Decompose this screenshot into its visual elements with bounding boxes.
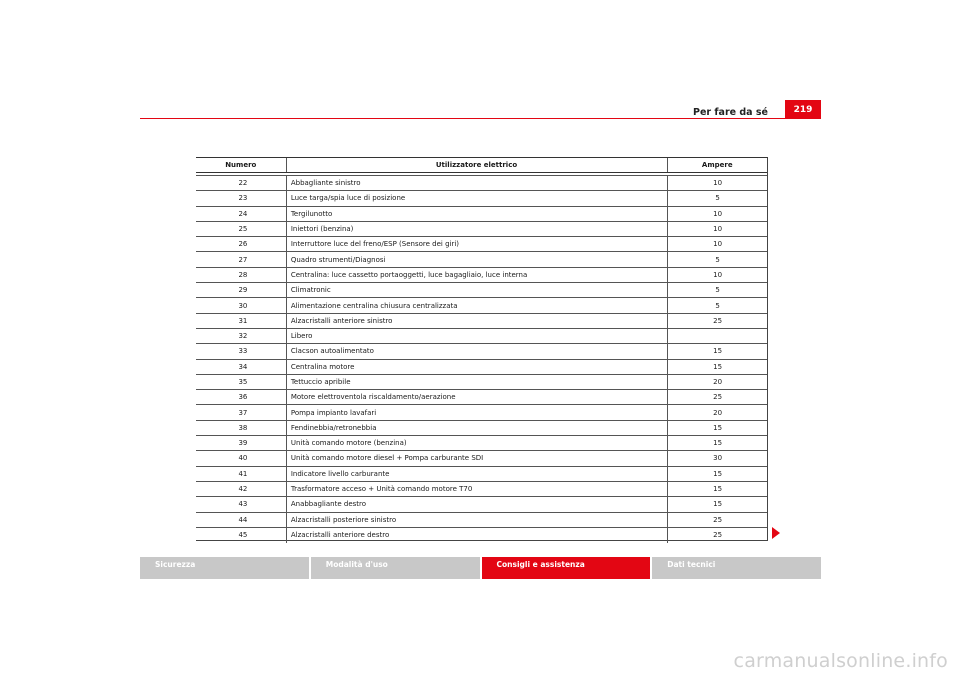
fuse-number: 36: [238, 393, 248, 402]
fuse-number: 33: [238, 347, 248, 356]
amperage: 25: [667, 390, 767, 404]
amperage: 15: [667, 467, 767, 481]
consumer-name: Iniettori (benzina): [286, 222, 667, 236]
table-row: [196, 298, 767, 313]
table-row: [196, 237, 767, 252]
table-row: [196, 528, 767, 543]
table-row: [196, 176, 767, 191]
fuse-number: 35: [238, 378, 248, 386]
table-row: [196, 467, 767, 482]
consumer-name: Anabbagliante destro: [286, 497, 667, 511]
consumer-name: Interruttore luce del freno/ESP (Sensore dei giri): [286, 237, 667, 251]
fuse-number: 29: [238, 286, 248, 295]
table-row: [196, 482, 767, 497]
table-row: [196, 207, 767, 222]
amperage: 25: [667, 513, 767, 527]
fuse-number: 40: [238, 454, 248, 463]
amperage: 10: [667, 268, 767, 282]
table-row: [196, 344, 767, 359]
fuse-table: [196, 157, 768, 541]
consumer-name: Abbagliante sinistro: [286, 176, 667, 190]
table-row: [196, 513, 767, 528]
fuse-number: 23: [238, 194, 248, 203]
consumer-name: Fendinebbia/retronebbia: [286, 421, 667, 435]
amperage: 5: [667, 252, 767, 266]
consumer-name: Tergilunotto: [286, 207, 667, 221]
fuse-number: 43: [238, 500, 248, 509]
table-row: [196, 405, 767, 420]
amperage: 15: [667, 482, 767, 496]
table-row: [196, 451, 767, 466]
page-number-badge: 219: [785, 100, 821, 119]
consumer-name: Clacson autoalimentato: [286, 344, 667, 358]
footer-tab-2[interactable]: Consigli e assistenza: [482, 557, 651, 579]
header-divider: [140, 118, 821, 119]
next-page-arrow-icon[interactable]: [772, 527, 780, 539]
page-header-title: Per fare da sé: [693, 107, 768, 118]
fuse-number: 37: [238, 408, 248, 417]
amperage: 5: [667, 298, 767, 312]
table-row: [196, 436, 767, 451]
consumer-name: Centralina: luce cassetto portaoggetti, luce bagagliaio, luce interna: [286, 268, 667, 282]
fuse-number: 41: [238, 469, 248, 478]
column-header-numero: Numero: [225, 161, 257, 169]
consumer-name: Tettuccio apribile: [286, 375, 667, 389]
consumer-name: Quadro strumenti/Diagnosi: [286, 252, 667, 266]
amperage: 10: [667, 207, 767, 221]
consumer-name: Alzacristalli anteriore sinistro: [286, 314, 667, 328]
consumer-name: Alzacristalli anteriore destro: [286, 528, 667, 543]
fuse-number: 26: [238, 240, 248, 249]
consumer-name: Climatronic: [286, 283, 667, 297]
fuse-number: 30: [238, 301, 248, 310]
amperage: 15: [667, 360, 767, 374]
consumer-name: Indicatore livello carburante: [286, 467, 667, 481]
fuse-number: 28: [238, 270, 248, 279]
amperage: [667, 329, 767, 343]
amperage: 5: [667, 283, 767, 297]
amperage: 10: [667, 237, 767, 251]
fuse-number: 39: [238, 439, 248, 448]
table-row: [196, 375, 767, 390]
table-row: [196, 252, 767, 267]
footer-nav: [140, 557, 821, 579]
amperage: 15: [667, 436, 767, 450]
amperage: 10: [667, 176, 767, 190]
table-header: [196, 158, 767, 173]
consumer-name: Motore elettroventola riscaldamento/aerazione: [286, 390, 667, 404]
table-row: [196, 497, 767, 512]
amperage: 20: [667, 405, 767, 419]
amperage: 15: [667, 421, 767, 435]
amperage: 20: [667, 375, 767, 389]
fuse-number: 27: [238, 255, 248, 264]
table-row: [196, 390, 767, 405]
fuse-number: 34: [238, 362, 248, 371]
amperage: 15: [667, 497, 767, 511]
fuse-number: 44: [238, 515, 248, 524]
fuse-number: 45: [238, 531, 248, 540]
amperage: 10: [667, 222, 767, 236]
column-header-utilizzatore: Utilizzatore elettrico: [286, 158, 667, 172]
consumer-name: Unità comando motore (benzina): [286, 436, 667, 450]
fuse-number: 38: [238, 423, 248, 432]
consumer-name: Trasformatore acceso + Unità comando motore T70: [286, 482, 667, 496]
amperage: 15: [667, 344, 767, 358]
consumer-name: Unità comando motore diesel + Pompa carburante SDI: [286, 451, 667, 465]
consumer-name: Luce targa/spia luce di posizione: [286, 191, 667, 205]
consumer-name: Pompa impianto lavafari: [286, 405, 667, 419]
table-row: [196, 329, 767, 344]
amperage: 25: [667, 528, 767, 543]
table-row: [196, 191, 767, 206]
amperage: 25: [667, 314, 767, 328]
table-row: [196, 314, 767, 329]
fuse-number: 25: [238, 225, 248, 234]
consumer-name: Alimentazione centralina chiusura centralizzata: [286, 298, 667, 312]
amperage: 5: [667, 191, 767, 205]
footer-tab-0[interactable]: Sicurezza: [140, 557, 309, 579]
table-row: [196, 283, 767, 298]
footer-tab-1[interactable]: Modalità d'uso: [311, 557, 480, 579]
column-header-ampere: Ampere: [667, 158, 767, 172]
table-row: [196, 268, 767, 283]
table-row: [196, 360, 767, 375]
fuse-number: 32: [238, 332, 248, 341]
table-row: [196, 421, 767, 436]
fuse-number: 31: [238, 316, 248, 325]
fuse-number: 24: [238, 209, 248, 218]
consumer-name: Alzacristalli posteriore sinistro: [286, 513, 667, 527]
table-body: [196, 176, 767, 543]
table-row: [196, 222, 767, 237]
fuse-number: 22: [238, 179, 248, 188]
fuse-number: 42: [238, 485, 248, 494]
watermark: carmanualsonline.info: [733, 650, 948, 672]
consumer-name: Centralina motore: [286, 360, 667, 374]
consumer-name: Libero: [286, 329, 667, 343]
amperage: 30: [667, 451, 767, 465]
footer-tab-3[interactable]: Dati tecnici: [652, 557, 821, 579]
